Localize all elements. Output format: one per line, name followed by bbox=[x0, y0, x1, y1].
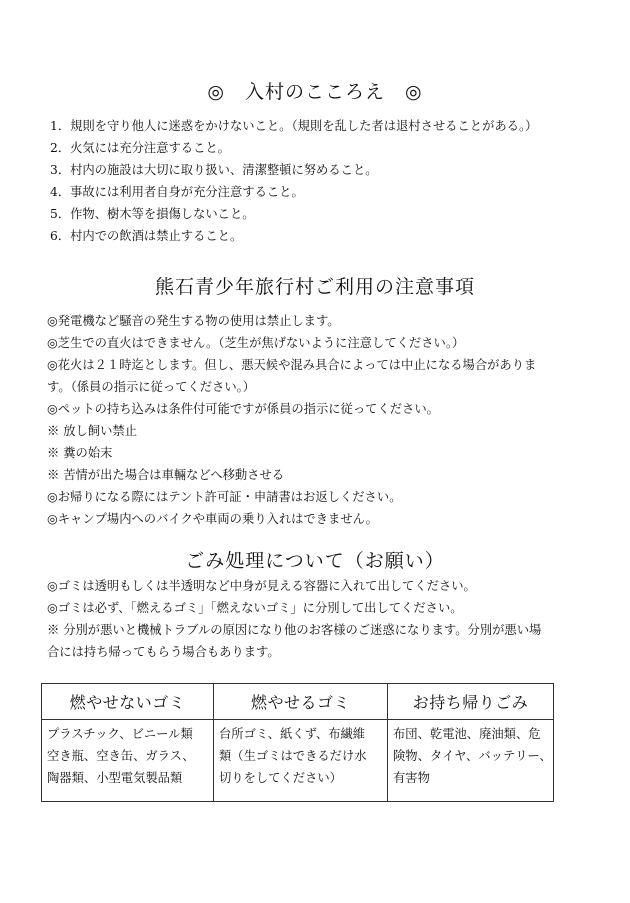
header-take-home: お持ち帰りごみ bbox=[388, 684, 554, 720]
garbage-table bbox=[41, 683, 554, 802]
cell-line: 布団、乾電池、廃油類、危 bbox=[393, 727, 541, 741]
rule-item: 3．村内の施設は大切に取り扱い、清潔整頓に努めること。 bbox=[50, 163, 378, 177]
cell-line: 陶器類、小型電気製品類 bbox=[47, 771, 183, 785]
garbage-line: ※ 分別が悪いと機械トラブルの原因になり他のお客様のご迷惑になります。分別が悪い場 bbox=[47, 623, 542, 637]
notice-line: ◎花火は２１時迄とします。但し、悪天候や混み具合によっては中止になる場合がありま bbox=[47, 358, 537, 372]
garbage-line: ◎ゴミは透明もしくは半透明など中身が見える容器に入れて出してください。 bbox=[47, 579, 476, 593]
cell-line: 台所ゴミ、紙くず、布繊維 bbox=[219, 727, 366, 741]
notice-line: ※ 放し飼い禁止 bbox=[47, 424, 137, 438]
cell-line: 有害物 bbox=[393, 771, 430, 785]
cell-burnable bbox=[214, 720, 388, 802]
table-row bbox=[42, 720, 554, 802]
cell-line: 切りをしてください） bbox=[219, 771, 342, 785]
garbage-table-header-row bbox=[42, 684, 554, 720]
header-burnable: 燃やせるゴミ bbox=[214, 684, 388, 720]
cell-line: プラスチック、ビニール類 bbox=[47, 727, 193, 741]
rule-item: 1．規則を守り他人に迷惑をかけないこと。（規則を乱した者は退村させることがある。） bbox=[50, 119, 538, 133]
cell-line: 険物、タイヤ、バッテリー、 bbox=[393, 749, 552, 763]
rule-item: 2．火気には充分注意すること。 bbox=[50, 141, 230, 155]
cell-line: 類（生ゴミはできるだけ水 bbox=[219, 749, 367, 763]
rule-item: 5．作物、樹木等を損傷しないこと。 bbox=[50, 207, 255, 221]
notice-line: ◎芝生での直火はできません。（芝生が焦げないように注意してください。） bbox=[47, 336, 465, 350]
notices-title: 熊石青少年旅行村ご利用の注意事項 bbox=[154, 276, 475, 298]
rules-title: ◎ 入村のこころえ ◎ bbox=[207, 81, 423, 103]
notice-line: ※ 糞の始末 bbox=[47, 446, 113, 460]
rule-item: 6．村内での飲酒は禁止すること。 bbox=[50, 229, 243, 243]
cell-line: 空き瓶、空き缶、ガラス、 bbox=[47, 749, 195, 763]
garbage-title: ごみ処理について（お願い） bbox=[185, 550, 445, 572]
garbage-line: ◎ゴミは必ず、「燃えるゴミ」「燃えないゴミ」に分別して出してください。 bbox=[47, 601, 463, 615]
notice-line: ※ 苦情が出た場合は車輛などへ移動させる bbox=[47, 468, 285, 482]
notice-line: ◎キャンプ場内へのバイクや車両の乗り入れはできません。 bbox=[47, 512, 378, 526]
cell-non-burnable bbox=[42, 720, 214, 802]
notice-line: ◎お帰りになる際にはテント許可証・申請書はお返しください。 bbox=[47, 490, 402, 504]
garbage-line: 合には持ち帰ってもらう場合もあります。 bbox=[47, 645, 280, 659]
notice-line: ◎発電機など騒音の発生する物の使用は禁止します。 bbox=[47, 314, 340, 328]
notice-line: す。（係員の指示に従ってください。） bbox=[47, 380, 256, 394]
header-non-burnable: 燃やせないゴミ bbox=[42, 684, 214, 720]
notice-line: ◎ペットの持ち込みは条件付可能ですが係員の指示に従ってください。 bbox=[47, 402, 439, 416]
cell-take-home bbox=[388, 720, 554, 802]
rule-item: 4．事故には利用者自身が充分注意すること。 bbox=[50, 185, 304, 199]
